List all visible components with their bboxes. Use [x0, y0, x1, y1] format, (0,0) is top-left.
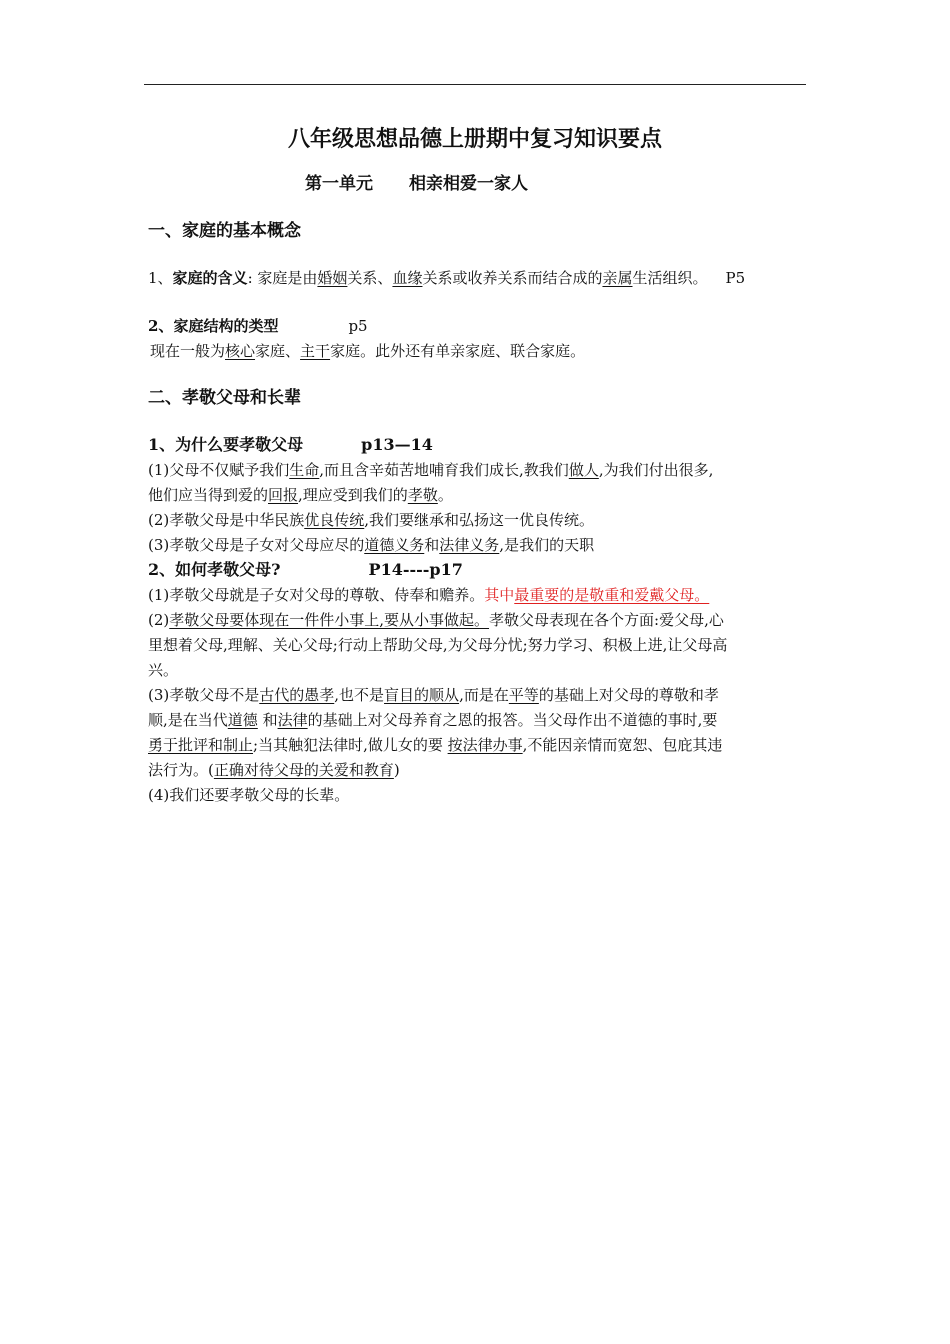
- keyword: 生命: [289, 461, 320, 479]
- unit-label: 第一单元: [305, 174, 373, 194]
- keyword: 做人: [568, 461, 599, 479]
- keyword: 孝敬: [407, 486, 438, 504]
- item-1-2-text: 现在一般为核心家庭、主干家庭。此外还有单亲家庭、联合家庭。: [150, 342, 586, 360]
- page-ref: P5: [725, 269, 746, 287]
- q2-para-3-end: 法行为。(正确对待父母的关爱和教育): [148, 761, 400, 779]
- keyword: 主干: [300, 342, 331, 360]
- page-title: 八年级思想品德上册期中复习知识要点: [287, 126, 662, 152]
- page-ref: p5: [348, 317, 368, 335]
- section-1-heading: 一、家庭的基本概念: [148, 221, 301, 241]
- q2-para-1: (1)孝敬父母就是子女对父母的尊敬、侍奉和赡养。其中最重要的是敬重和爱戴父母。: [148, 586, 710, 604]
- keyword: 正确对待父母的关爱和教育: [213, 761, 394, 779]
- q2-para-3-cont2: 勇于批评和制止;当其触犯法律时,做儿女的要 按法律办事,不能因亲情而宽恕、包庇其违: [148, 736, 723, 754]
- unit-heading: [305, 174, 950, 194]
- q2-para-2-cont: 里想着父母,理解、关心父母;行动上帮助父母,为父母分忧;努力学习、积极上进,让父母高: [148, 636, 728, 654]
- question-2-heading: 2、如何孝敬父母? P14----p17: [148, 560, 463, 579]
- q2-para-4: (4)我们还要孝敬父母的长辈。: [148, 786, 350, 804]
- unit-name: 相亲相爱一家人: [409, 174, 528, 194]
- question-title: 为什么要孝敬父母: [175, 435, 304, 454]
- keyword: 勇于批评和制止: [148, 736, 254, 754]
- keyword: 古代的愚孝: [259, 686, 335, 704]
- header-rule: [144, 84, 806, 85]
- q1-para-2: (2)孝敬父母是中华民族优良传统,我们要继承和弘扬这一优良传统。: [148, 511, 595, 529]
- q2-para-3: (3)孝敬父母不是古代的愚孝,也不是盲目的顺从,而是在平等的基础上对父母的尊敬和孝: [148, 686, 719, 704]
- item-1-1: 1、家庭的含义: 家庭是由婚姻关系、血缘关系或收养关系而结合成的亲属生活组织。 P5: [148, 269, 746, 287]
- keyword: 婚姻: [317, 269, 348, 287]
- keyword: 平等: [508, 686, 539, 704]
- q2-para-2: (2)孝敬父母要体现在一件件小事上,要从小事做起。孝敬父母表现在各个方面:爱父母,心: [148, 611, 724, 629]
- page-ref: P14----p17: [368, 560, 463, 579]
- question-1-heading: 1、为什么要孝敬父母 p13—14: [148, 435, 433, 454]
- keyword: 法律义务: [439, 536, 500, 554]
- keyword: 优良传统: [304, 511, 365, 529]
- highlight-text: 其中最重要的是敬重和爱戴父母。: [484, 586, 710, 604]
- keyword: 亲属: [602, 269, 633, 287]
- keyword: 血缘: [392, 269, 423, 287]
- keyword: 道德义务: [364, 536, 425, 554]
- question-title: 如何孝敬父母?: [175, 560, 281, 579]
- page-ref: p13—14: [361, 435, 433, 454]
- q2-para-2-end: 兴。: [148, 661, 179, 679]
- keyword: 回报: [268, 486, 299, 504]
- q2-para-3-cont: 顺,是在当代道德 和法律的基础上对父母养育之恩的报答。当父母作出不道德的事时,要: [148, 711, 718, 729]
- keyword: 孝敬父母要体现在一件件小事上,要从小事做起。: [169, 611, 490, 629]
- q1-para-1-cont: 他们应当得到爱的回报,理应受到我们的孝敬。: [148, 486, 453, 504]
- q1-para-1: (1)父母不仅赋予我们生命,而且含辛茹苦地哺育我们成长,教我们做人,为我们付出很多,: [148, 461, 714, 479]
- section-2-heading: 二、孝敬父母和长辈: [148, 388, 301, 408]
- item-title: 家庭结构的类型: [173, 317, 279, 335]
- item-title: 家庭的含义: [172, 269, 248, 287]
- keyword: 法律: [277, 711, 308, 729]
- keyword: 核心: [225, 342, 256, 360]
- keyword: 按法律办事: [447, 736, 523, 754]
- keyword: 道德: [227, 711, 258, 729]
- keyword: 盲目的顺从: [384, 686, 460, 704]
- q1-para-3: (3)孝敬父母是子女对父母应尽的道德义务和法律义务,是我们的天职: [148, 536, 595, 554]
- item-1-2-heading: 2、家庭结构的类型 p5: [148, 317, 368, 335]
